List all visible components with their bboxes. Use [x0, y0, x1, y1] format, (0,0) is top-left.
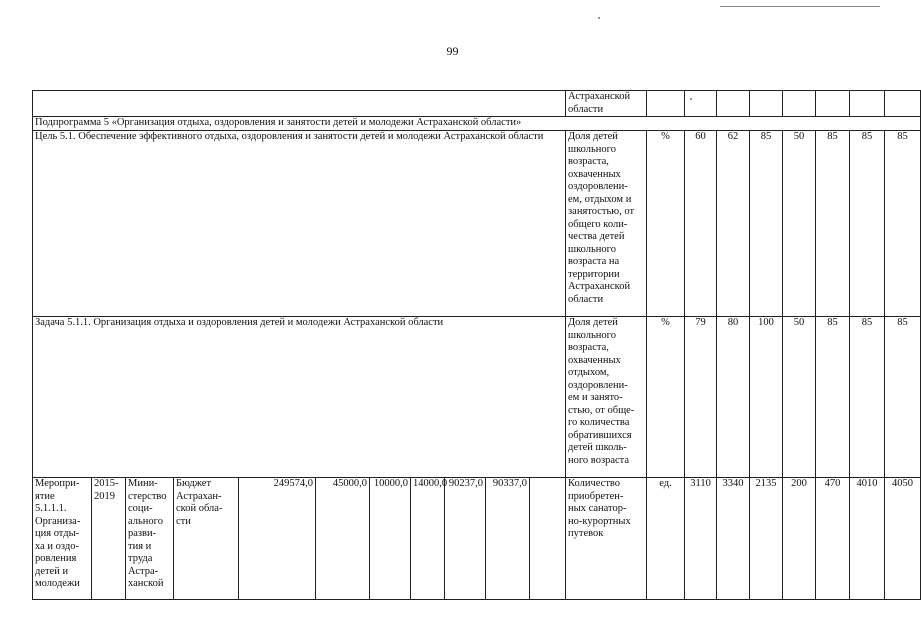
measure-value: 470	[816, 478, 850, 600]
empty-cell	[783, 91, 816, 117]
table-row	[33, 478, 921, 600]
program-indicators-table	[32, 90, 921, 600]
subprogram-title: Подпрограмма 5 «Организация отдыха, оздоровления и занятости детей и молодежи Астраханской области»	[33, 117, 921, 131]
empty-cell	[850, 91, 885, 117]
table-row	[33, 131, 921, 317]
finance-value: 90237,0	[445, 478, 486, 600]
empty-cell	[885, 91, 921, 117]
table-row	[33, 117, 921, 131]
task-value: 85	[850, 317, 885, 478]
measure-value: 4010	[850, 478, 885, 600]
measure-value: 200	[783, 478, 816, 600]
goal-indicator: Доля детей школьного возраста, охваченных оздоровлени- ем, отдыхом и занятостью, от общего коли- чества детей школьного возраста на территории Астраханской области	[566, 131, 647, 317]
measure-value: 3110	[685, 478, 717, 600]
measure-unit: ед.	[647, 478, 685, 600]
task-indicator: Доля детей школьного возраста, охваченных отдыхом, оздоровлени- ем и занято- стью, от обще- го количества обратившихся детей школь- ного возраста	[566, 317, 647, 478]
measure-value: 4050	[885, 478, 921, 600]
measure-executor: Мини- стерство соци- ального разви- тия и труда Астра- ханской	[126, 478, 174, 600]
empty-cell	[647, 91, 685, 117]
task-unit: %	[647, 317, 685, 478]
task-value: 80	[717, 317, 750, 478]
goal-value: 85	[750, 131, 783, 317]
goal-text: Цель 5.1. Обеспечение эффективного отдыха, оздоровления и занятости детей и молодежи Астраханской области	[33, 131, 566, 317]
finance-value: 14000,0	[411, 478, 445, 600]
goal-value: 62	[717, 131, 750, 317]
finance-value: 90337,0	[486, 478, 530, 600]
empty-cell	[530, 478, 566, 600]
task-value: 50	[783, 317, 816, 478]
finance-value: 249574,0	[239, 478, 316, 600]
empty-cell	[816, 91, 850, 117]
measure-name: Меропри- ятие 5.1.1.1. Организа- ция отды- ха и оздо- ровления детей и молодежи	[33, 478, 92, 600]
indicator-cell: Астраханской области	[566, 91, 647, 117]
scan-edge-rule	[720, 6, 880, 7]
table-row	[33, 91, 921, 117]
goal-unit: %	[647, 131, 685, 317]
task-value: 100	[750, 317, 783, 478]
finance-value: 45000,0	[316, 478, 370, 600]
empty-cell	[685, 91, 717, 117]
task-text: Задача 5.1.1. Организация отдыха и оздоровления детей и молодежи Астраханской области	[33, 317, 566, 478]
goal-value: 85	[885, 131, 921, 317]
page-number: 99	[446, 44, 459, 58]
table-row	[33, 317, 921, 478]
task-value: 85	[816, 317, 850, 478]
goal-value: 85	[850, 131, 885, 317]
measure-value: 3340	[717, 478, 750, 600]
empty-cell	[717, 91, 750, 117]
empty-cell	[750, 91, 783, 117]
measure-indicator: Количество приобретен- ных санатор- но-курортных путевок	[566, 478, 647, 600]
goal-value: 60	[685, 131, 717, 317]
measure-period: 2015- 2019	[92, 478, 126, 600]
goal-value: 50	[783, 131, 816, 317]
task-value: 85	[885, 317, 921, 478]
task-value: 79	[685, 317, 717, 478]
finance-value: 10000,0	[370, 478, 411, 600]
empty-cell	[33, 91, 566, 117]
scan-speck	[598, 17, 600, 19]
goal-value: 85	[816, 131, 850, 317]
measure-source: Бюджет Астрахан- ской обла- сти	[174, 478, 239, 600]
measure-value: 2135	[750, 478, 783, 600]
